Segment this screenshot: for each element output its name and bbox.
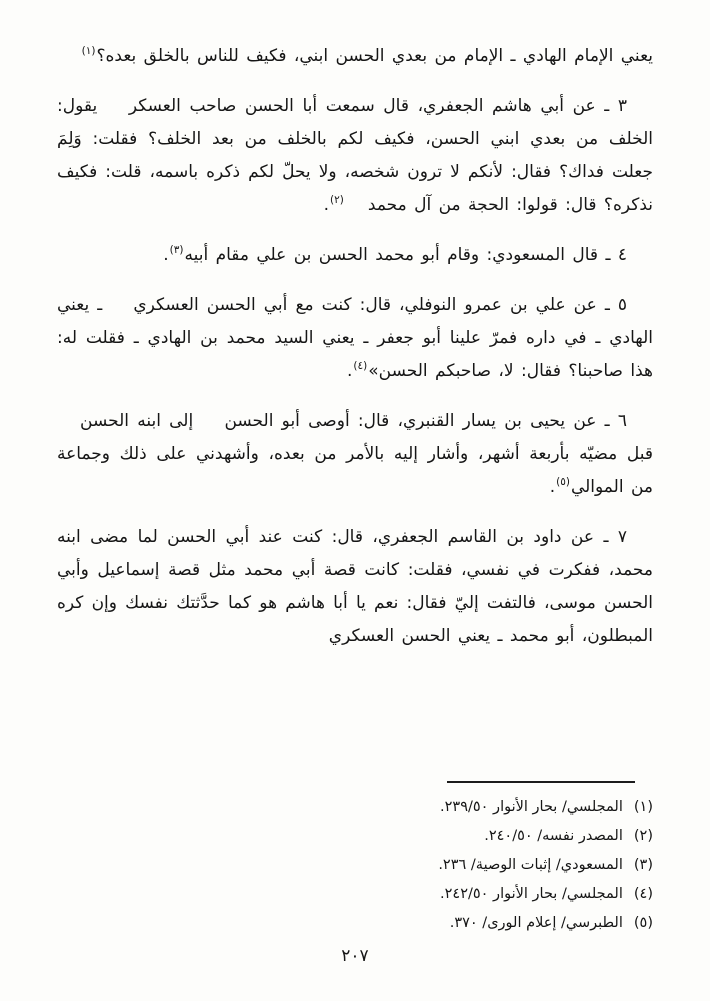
- honorific-word-top: [347, 197, 366, 205]
- footnote-item: [57, 909, 653, 938]
- honorific-seal-icon: [59, 413, 78, 429]
- paragraph: ٣ ـ عن أبي هاشم الجعفري، قال سمعت أبا الحسن صاحب العسكر يقول: الخلف من بعدي ابني الحسن، فكيف لكم بالخلف من بعد الخلف؟ فقلت: وَلِمَ جعلت فداك؟ فقال: لأنكم لا ترون شخصه، ولا يحلّ لكم ذكره باسمه، قلت: فكيف نذكره؟ قال: قولوا: الحجة من آل محمد $^{(٢)}$.: [57, 96, 653, 215]
- honorific-seal-icon: [203, 413, 222, 429]
- honorific-word-bottom: [108, 106, 127, 114]
- honorific-seal-icon: [108, 98, 127, 114]
- honorific-word-top: [108, 98, 127, 106]
- footnote-ref: (٢): [330, 194, 344, 206]
- paragraph: ٦ ـ عن يحيى بن يسار القنبري، قال: أوصى أبو الحسن إلى ابنه الحسن قبل مضيّه بأربعة أشهر، وأشار إليه بالأمر من بعده، وأشهدني على ذلك وجماعة من الموالي$^{(٥)}$.: [57, 411, 653, 497]
- paragraph: ٥ ـ عن علي بن عمرو النوفلي، قال: كنت مع أبي الحسن العسكري ـ يعني الهادي ـ في داره فمرّ علينا أبو جعفر ـ يعني السيد محمد بن الهادي ـ فقلت له: هذا صاحبنا؟ فقال: لا، صاحبكم الحسن»$^{(٤)}$.: [57, 295, 653, 381]
- footnote-marker: (١): [633, 799, 653, 815]
- honorific-word-bottom: [59, 421, 78, 429]
- honorific-word-bottom: [347, 205, 366, 213]
- footnote-marker: (٢): [633, 828, 653, 844]
- footnote-item: [57, 851, 653, 880]
- footnote-marker: (٣): [633, 857, 653, 873]
- honorific-word-bottom: [112, 305, 131, 313]
- honorific-word-top: [203, 413, 222, 421]
- footnotes-list: [57, 793, 653, 938]
- footnote-marker: (٥): [633, 915, 653, 931]
- honorific-word-top: [59, 413, 78, 421]
- paragraph: ٧ ـ عن داود بن القاسم الجعفري، قال: كنت عند أبي الحسن لما مضى ابنه محمد، ففكرت في نفسي، فقلت: كانت قصة أبي محمد مثل قصة إسماعيل وأبي الحسن موسى، فالتفت إليّ فقال: نعم يا أبا هاشم هو كما حدَّثتك نفسك وإن كره المبطلون، أبو محمد ـ يعني الحسن العسكري: [57, 527, 653, 646]
- footnote-separator-rule: [447, 781, 635, 783]
- honorific-seal-icon: [347, 197, 366, 213]
- footnote-item: [57, 880, 653, 909]
- honorific-seal-icon: [112, 297, 131, 313]
- footnote-marker: (٤): [633, 886, 653, 902]
- footnote-ref: (١): [81, 45, 96, 57]
- footnote-text: الطبرسي/ إعلام الورى/ ٣٧٠.: [449, 915, 623, 931]
- footnotes-section: [57, 781, 653, 938]
- footnote-ref: (٤): [353, 360, 368, 372]
- paragraph: ٤ ـ قال المسعودي: وقام أبو محمد الحسن بن علي مقام أبيه$^{(٣)}$.: [163, 244, 627, 265]
- page-number: ٢٠٧: [341, 946, 369, 966]
- honorific-word-top: [112, 297, 131, 305]
- footnote-item: [57, 793, 653, 822]
- footnote-text: المجلسي/ بحار الأنوار ٢٤٢/٥٠.: [440, 886, 623, 902]
- footnote-text: المصدر نفسه/ ٢٤٠/٥٠.: [484, 828, 623, 844]
- footnote-item: [57, 822, 653, 851]
- body-text: [57, 40, 653, 778]
- honorific-word-bottom: [203, 421, 222, 429]
- footnote-ref: (٥): [556, 476, 570, 488]
- footnote-ref: (٣): [169, 244, 184, 256]
- footnote-text: المجلسي/ بحار الأنوار ٢٣٩/٥٠.: [440, 799, 623, 815]
- paragraph: يعني الإمام الهادي ـ الإمام من بعدي الحسن ابني، فكيف للناس بالخلق بعده؟$^{(١)}$: [81, 45, 653, 66]
- footnote-text: المسعودي/ إثبات الوصية/ ٢٣٦.: [438, 857, 623, 873]
